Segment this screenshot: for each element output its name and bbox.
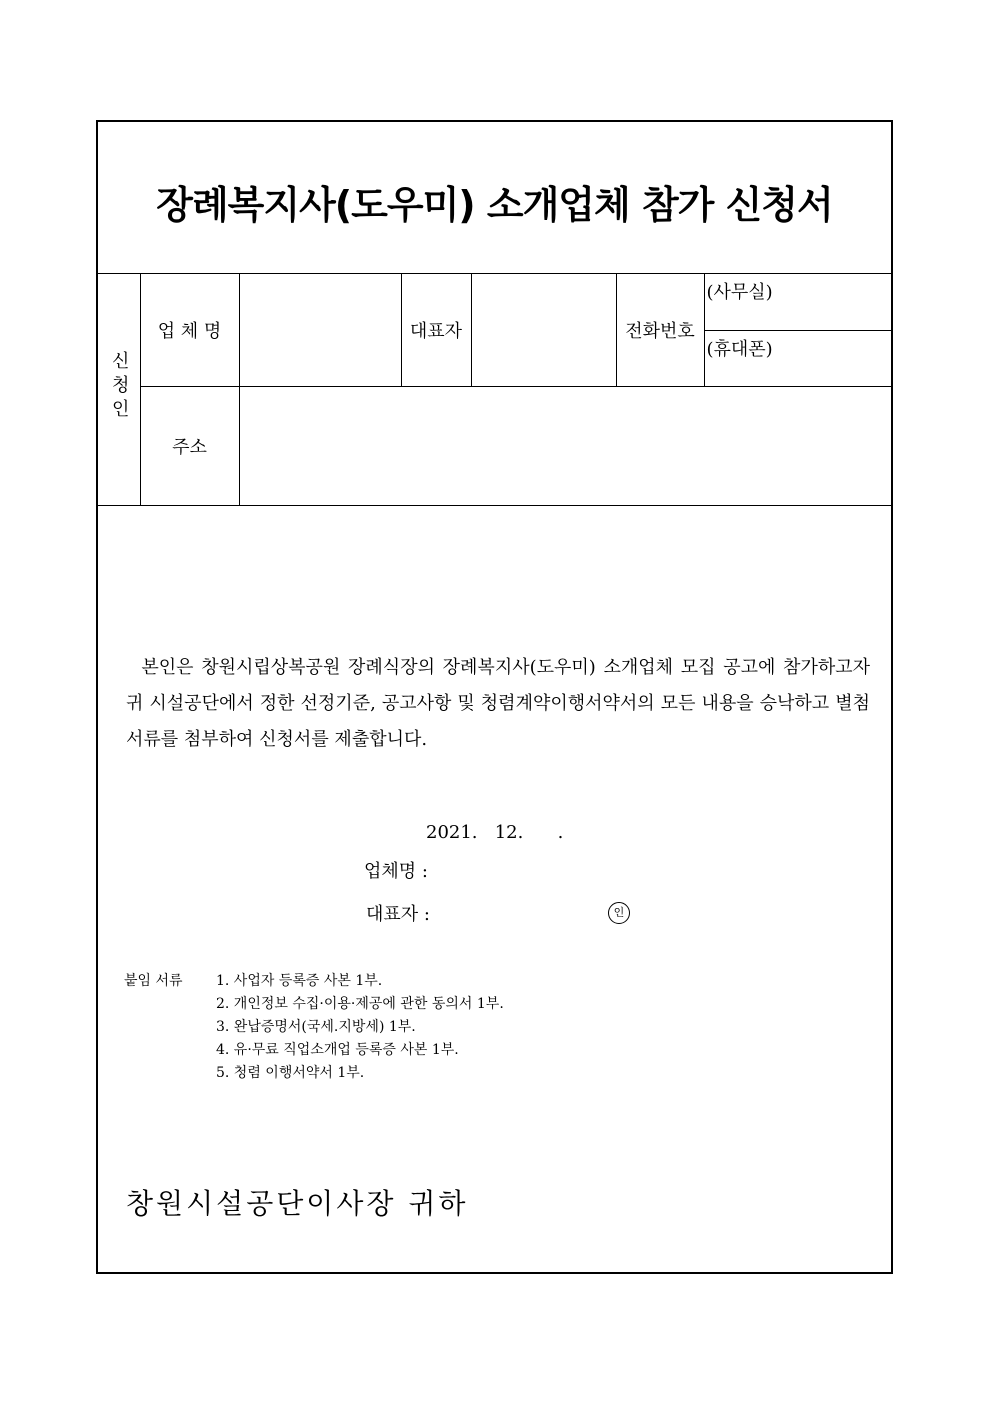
attachments-label: 붙임 서류 [124,973,183,989]
application-form [96,120,893,1274]
attachment-item: 1. 사업자 등록증 사본 1부. [216,973,383,989]
representative-label: 대표자 [401,274,471,386]
office-phone-field[interactable] [704,274,891,330]
applicant-table [98,274,891,506]
office-phone-label: (사무실) [706,282,773,303]
company-name-field[interactable] [239,274,401,386]
company-name-label: 업 체 명 [140,274,239,386]
mobile-phone-field[interactable] [704,330,891,386]
attachment-item: 4. 유·무료 직업소개업 등록증 사본 1부. [216,1042,459,1058]
representative-field[interactable] [471,274,616,386]
mobile-phone-label: (휴대폰) [706,338,773,360]
attachments-list [216,970,504,1085]
declaration-text: 본인은 창원시립상복공원 장례식장의 장례복지사(도우미) 소개업체 모집 공고에 참가하고자 귀 시설공단에서 정한 선정기준, 공고사항 및 청렴계약이행서약서의 모든 내용을 승낙하고 별첨서류를 첨부하여 신청서를 제출합니다. [126,657,870,750]
address-label: 주소 [140,386,239,505]
applicant-section-label: 신청인 [98,274,140,505]
signature-company-line: 업체명 : [364,861,428,882]
phone-label: 전화번호 [616,274,704,386]
attachment-item: 2. 개인정보 수집·이용·제공에 관한 동의서 1부. [216,996,504,1012]
form-title: 장례복지사(도우미) 소개업체 참가 신청서 [156,183,833,227]
attachment-item: 3. 완납증명서(국세.지방세) 1부. [216,1019,416,1035]
signature-rep-line: 대표자 : [366,904,430,925]
application-date: 2021. 12. . [426,822,564,843]
address-field[interactable] [239,386,891,505]
attachment-item: 5. 청렴 이행서약서 1부. [216,1065,365,1081]
title-row [98,122,891,274]
seal-mark: 인 [608,902,630,924]
addressee: 창원시설공단이사장 귀하 [126,1187,469,1220]
